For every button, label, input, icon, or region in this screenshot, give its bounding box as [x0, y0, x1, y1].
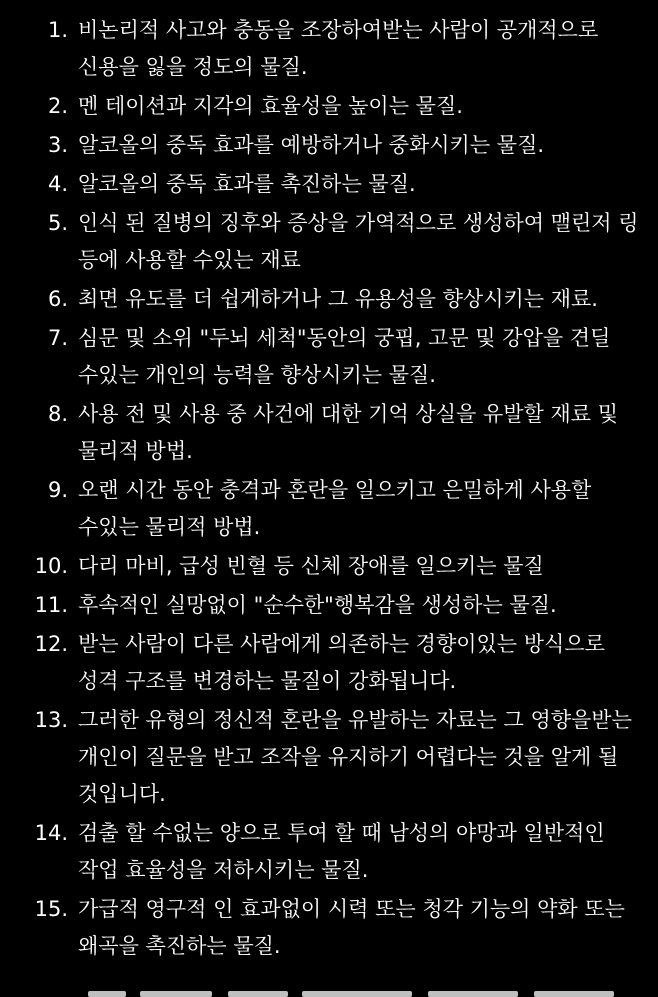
- list-item-text: 최면 유도를 더 쉽게하거나 그 유용성을 향상시키는 재료.: [78, 287, 598, 311]
- list-item-number: 11.: [34, 593, 68, 617]
- list-item-number: 3.: [47, 133, 68, 157]
- list-item-number: 9.: [47, 478, 68, 502]
- list-item: [0, 626, 658, 700]
- list-item-number: 7.: [47, 326, 68, 350]
- list-item-text: 오랜 시간 동안 충격과 혼란을 일으키고 은밀하게 사용할 수있는 물리적 방법.: [78, 478, 592, 539]
- list-item-text: 그러한 유형의 정신적 혼란을 유발하는 자료는 그 영향을받는 개인이 질문을 받고 조작을 유지하기 어렵다는 것을 알게 될 것입니다.: [78, 708, 632, 806]
- list-item-text: 사용 전 및 사용 중 사건에 대한 기억 상실을 유발할 재료 및 물리적 방법.: [78, 402, 619, 463]
- list-item-text: 받는 사람이 다른 사람에게 의존하는 경향이있는 방식으로 성격 구조를 변경하는 물질이 강화됩니다.: [78, 632, 605, 693]
- list-item-number: 14.: [34, 821, 68, 845]
- list-item-number: 15.: [34, 897, 68, 921]
- list-item-number: 1.: [47, 18, 68, 42]
- list-item-text: 심문 및 소위 "두뇌 세척"동안의 궁핍, 고문 및 강압을 견딜 수있는 개인의 능력을 향상시키는 물질.: [78, 326, 611, 387]
- list-item-number: 12.: [34, 632, 68, 656]
- list-item-text: 가급적 영구적 인 효과없이 시력 또는 청각 기능의 약화 또는 왜곡을 촉진하는 물질.: [78, 897, 625, 958]
- list-item-text: 알코올의 중독 효과를 예방하거나 중화시키는 물질.: [78, 133, 545, 157]
- list-item-text: 다리 마비, 급성 빈혈 등 신체 장애를 일으키는 물질: [78, 554, 544, 578]
- list-item-number: 13.: [34, 708, 68, 732]
- list-item: [0, 166, 658, 203]
- list-item-text: 멘 테이션과 지각의 효율성을 높이는 물질.: [78, 94, 463, 118]
- list-item-number: 8.: [47, 402, 68, 426]
- list-item-number: 4.: [47, 172, 68, 196]
- list-item: [0, 396, 658, 470]
- list-item: [0, 472, 658, 546]
- list-item-number: 2.: [47, 94, 68, 118]
- list-item: [0, 281, 658, 318]
- list-item: [0, 815, 658, 889]
- list-item-text: 검출 할 수없는 양으로 투여 할 때 남성의 야망과 일반적인 작업 효율성을 저하시키는 물질.: [78, 821, 605, 882]
- list-item-text: 알코올의 중독 효과를 촉진하는 물질.: [78, 172, 416, 196]
- list-item: [0, 891, 658, 965]
- list-item: [0, 205, 658, 279]
- list-item: [0, 127, 658, 164]
- list-item-number: 10.: [34, 554, 68, 578]
- list-item-text: 인식 된 질병의 징후와 증상을 가역적으로 생성하여 맬린저 링 등에 사용할 수있는 재료: [78, 211, 639, 272]
- list-item: [0, 12, 658, 86]
- list-item: [0, 702, 658, 813]
- list-item-text: 비논리적 사고와 충동을 조장하여받는 사람이 공개적으로 신용을 잃을 정도의 물질.: [78, 18, 599, 79]
- list-item-number: 6.: [47, 287, 68, 311]
- list-item-text: 후속적인 실망없이 "순수한"행복감을 생성하는 물질.: [78, 593, 557, 617]
- cut-off-next-line: [88, 983, 628, 997]
- list-item: [0, 320, 658, 394]
- list-item-number: 5.: [47, 211, 68, 235]
- list-item: [0, 548, 658, 585]
- list-item: [0, 88, 658, 125]
- list-item: [0, 587, 658, 624]
